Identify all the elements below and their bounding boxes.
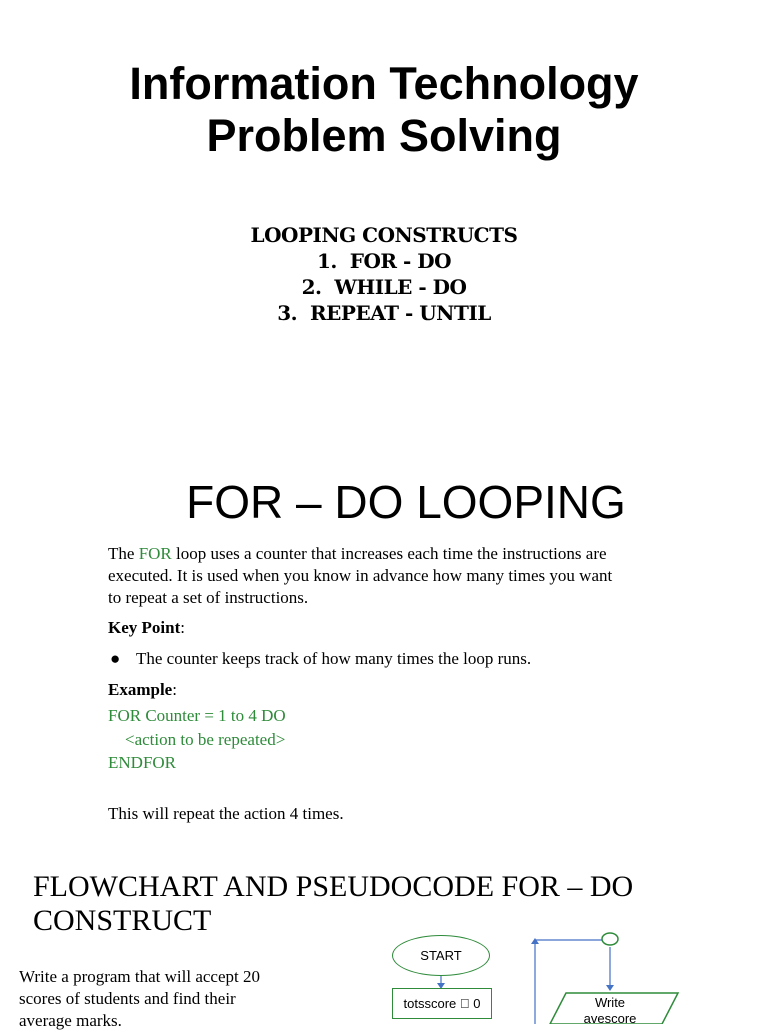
closing-sentence: This will repeat the action 4 times. — [108, 804, 344, 823]
connector-circle — [602, 933, 618, 945]
flowchart-heading-line1: FLOWCHART AND PSEUDOCODE FOR – DO — [33, 870, 634, 903]
start-label: START — [420, 948, 462, 963]
flowchart-heading-line2: CONSTRUCT — [33, 904, 212, 937]
code-line-for: FOR Counter = 1 to 4 DO — [108, 706, 286, 725]
arrowhead-loop-up — [531, 938, 539, 944]
example-label — [108, 679, 177, 701]
desc-line1: Write a program that will accept 20 — [19, 967, 260, 986]
bullet-dot-icon: ● — [110, 649, 121, 668]
construct-item-repeat-until — [0, 300, 768, 326]
intro-line2: executed. It is used when you know in advance how many times you want — [108, 566, 613, 585]
code-line-action: <action to be repeated> — [125, 730, 286, 749]
code-line-endfor: ENDFOR — [108, 753, 177, 772]
example-colon: : — [172, 680, 177, 699]
item-number: 1. — [316, 249, 337, 273]
item-label: WHILE - DO — [334, 275, 467, 299]
arrowhead-to-write — [606, 985, 614, 991]
init-label: totsscore 0 — [410, 996, 474, 1011]
looping-constructs-heading: LOOPING CONSTRUCTS — [250, 223, 518, 247]
write-line2: avescore — [583, 1011, 637, 1026]
problem-description — [19, 966, 319, 1032]
for-keyword: FOR — [138, 544, 172, 563]
key-point-label — [108, 617, 185, 639]
slide-title-line1: Information Technology — [129, 58, 639, 109]
start-terminal — [392, 935, 490, 976]
intro-line3: to repeat a set of instructions. — [108, 588, 309, 607]
item-label: FOR - DO — [349, 249, 452, 273]
desc-line2: scores of students and find their — [19, 989, 236, 1008]
example-bold: Example — [108, 680, 173, 699]
intro-paragraph — [108, 543, 728, 609]
construct-item-for-do — [0, 248, 768, 274]
write-output-text — [560, 995, 660, 1027]
slide-title-line2: Problem Solving — [206, 110, 562, 161]
item-label: REPEAT - UNTIL — [310, 301, 491, 325]
intro-prefix: The — [108, 544, 139, 563]
intro-line1 — [108, 543, 728, 565]
key-point-bullet: The counter keeps track of how many times the loop runs. — [136, 649, 532, 668]
intro-line1-rest: loop uses a counter that increases each time the instructions are — [171, 544, 607, 563]
for-do-heading: FOR – DO LOOPING — [186, 476, 626, 528]
write-line1: Write — [594, 995, 626, 1010]
init-process-box — [392, 988, 492, 1019]
key-point-bold: Key Point — [108, 618, 181, 637]
construct-item-while-do — [0, 274, 768, 300]
key-point-colon: : — [180, 618, 185, 637]
desc-line3: average marks. — [19, 1011, 122, 1030]
item-number: 3. — [277, 301, 298, 325]
item-number: 2. — [301, 275, 322, 299]
